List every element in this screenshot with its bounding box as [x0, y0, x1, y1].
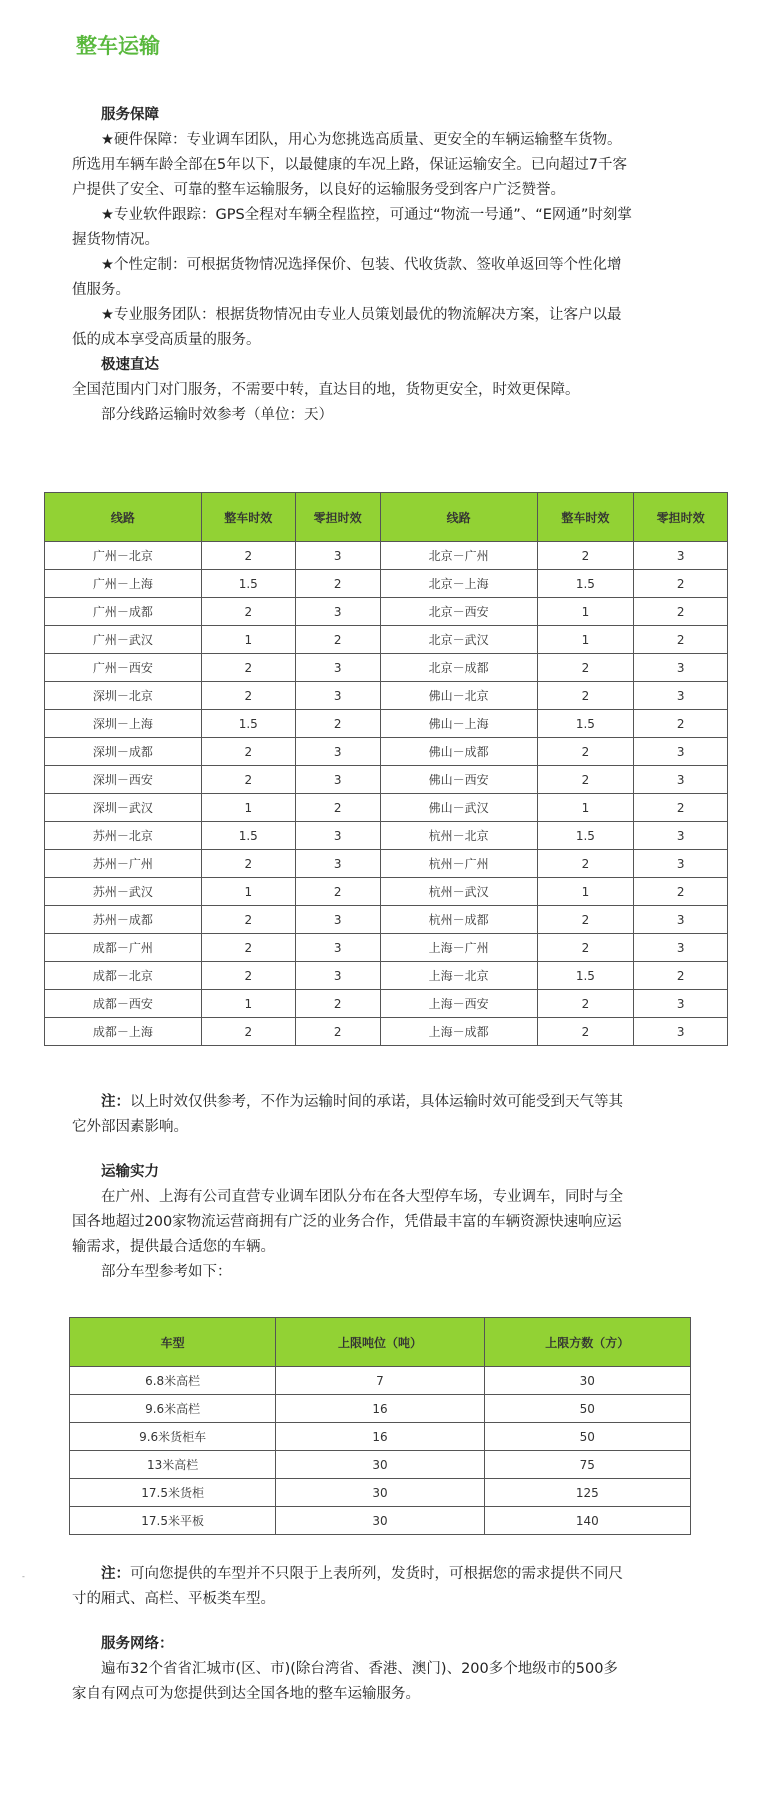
table-row — [45, 710, 728, 738]
table-cell: 3 — [295, 738, 380, 766]
table-cell: 2 — [201, 598, 295, 626]
table-cell: 6.8米高栏 — [70, 1367, 276, 1395]
express-description: 全国范围内门对门服务，不需要中转，直达目的地，货物更安全，时效更保障。 — [72, 382, 580, 398]
table-cell: 北京－上海 — [380, 570, 537, 598]
route-table-header — [45, 493, 728, 542]
table-cell: 杭州－成都 — [380, 906, 537, 934]
table-cell: 3 — [634, 934, 728, 962]
table-cell: 3 — [634, 1018, 728, 1046]
table-cell: 1 — [201, 794, 295, 822]
note-1-text: 以上时效仅供参考，不作为运输时间的承诺，具体运输时效可能受到天气等其它外部因素影响。 — [72, 1094, 623, 1135]
table-cell: 2 — [201, 766, 295, 794]
table-row — [45, 962, 728, 990]
table-cell: 3 — [634, 738, 728, 766]
express-heading: 极速直达 — [101, 357, 159, 373]
table-cell: 佛山－北京 — [380, 682, 537, 710]
table-cell: 上海－西安 — [380, 990, 537, 1018]
table-cell: 广州－西安 — [45, 654, 202, 682]
table-cell: 成都－西安 — [45, 990, 202, 1018]
table-cell: 3 — [634, 850, 728, 878]
table-cell: 75 — [484, 1451, 690, 1479]
table-cell: 30 — [484, 1367, 690, 1395]
table-cell: 佛山－西安 — [380, 766, 537, 794]
table-cell: 佛山－武汉 — [380, 794, 537, 822]
table-cell: 苏州－北京 — [45, 822, 202, 850]
table-cell: 140 — [484, 1507, 690, 1535]
table-cell: 苏州－成都 — [45, 906, 202, 934]
table-cell: 2 — [537, 934, 634, 962]
strength-heading: 运输实力 — [101, 1164, 159, 1180]
table-row — [70, 1395, 691, 1423]
table-cell: 2 — [201, 1018, 295, 1046]
table-cell: 上海－北京 — [380, 962, 537, 990]
table-row — [45, 542, 728, 570]
table-cell: 2 — [634, 710, 728, 738]
table-cell: 3 — [634, 542, 728, 570]
table-cell: 北京－武汉 — [380, 626, 537, 654]
table-cell: 2 — [537, 850, 634, 878]
table-cell: 3 — [295, 906, 380, 934]
note-2-label: 注： — [101, 1566, 130, 1582]
table-cell: 2 — [201, 738, 295, 766]
table-cell: 广州－武汉 — [45, 626, 202, 654]
note-2 — [72, 1562, 632, 1612]
table-cell: 广州－上海 — [45, 570, 202, 598]
service-section — [72, 103, 632, 428]
table-cell: 2 — [201, 934, 295, 962]
network-heading: 服务网络： — [101, 1636, 174, 1652]
note-1 — [72, 1090, 632, 1140]
table-cell: 2 — [634, 626, 728, 654]
table-cell: 3 — [295, 766, 380, 794]
table-cell: 佛山－上海 — [380, 710, 537, 738]
table-row — [45, 990, 728, 1018]
table-row — [45, 766, 728, 794]
table-cell: 30 — [276, 1479, 484, 1507]
table-cell: 17.5米平板 — [70, 1507, 276, 1535]
table-cell: 杭州－武汉 — [380, 878, 537, 906]
table-cell: 9.6米高栏 — [70, 1395, 276, 1423]
header-ltl: 零担时效 — [634, 493, 728, 542]
express-table-caption: 部分线路运输时效参考（单位：天） — [101, 407, 333, 423]
table-cell: 3 — [634, 682, 728, 710]
table-cell: 北京－成都 — [380, 654, 537, 682]
table-cell: 1.5 — [201, 822, 295, 850]
table-cell: 2 — [295, 794, 380, 822]
table-row — [45, 822, 728, 850]
note-2-text: 可向您提供的车型并不只限于上表所列，发货时，可根据您的需求提供不同尺寸的厢式、高栏、平板类车型。 — [72, 1566, 623, 1607]
table-cell: 3 — [295, 654, 380, 682]
table-row — [45, 738, 728, 766]
table-row — [70, 1451, 691, 1479]
table-cell: 3 — [295, 822, 380, 850]
table-cell: 30 — [276, 1451, 484, 1479]
table-cell: 2 — [634, 962, 728, 990]
service-heading: 服务保障 — [101, 107, 159, 123]
table-cell: 2 — [201, 906, 295, 934]
table-cell: 30 — [276, 1507, 484, 1535]
table-cell: 7 — [276, 1367, 484, 1395]
table-cell: 16 — [276, 1395, 484, 1423]
table-cell: 2 — [634, 794, 728, 822]
table-cell: 1 — [201, 878, 295, 906]
table-cell: 深圳－武汉 — [45, 794, 202, 822]
table-cell: 深圳－成都 — [45, 738, 202, 766]
table-cell: 1.5 — [537, 962, 634, 990]
table-cell: 3 — [634, 822, 728, 850]
table-row — [70, 1479, 691, 1507]
table-cell: 北京－西安 — [380, 598, 537, 626]
table-cell: 1.5 — [201, 570, 295, 598]
table-cell: 1 — [537, 626, 634, 654]
table-cell: 3 — [295, 850, 380, 878]
table-cell: 9.6米货柜车 — [70, 1423, 276, 1451]
service-paragraph-custom: ★个性定制：可根据货物情况选择保价、包装、代收货款、签收单返回等个性化增值服务。 — [72, 257, 622, 298]
table-cell: 广州－成都 — [45, 598, 202, 626]
table-cell: 深圳－上海 — [45, 710, 202, 738]
table-cell: 2 — [201, 682, 295, 710]
table-row — [45, 794, 728, 822]
table-cell: 3 — [634, 906, 728, 934]
table-cell: 杭州－广州 — [380, 850, 537, 878]
tiny-mark: - — [22, 1572, 25, 1581]
table-row — [45, 570, 728, 598]
table-cell: 1.5 — [537, 822, 634, 850]
network-section — [72, 1632, 632, 1707]
table-cell: 17.5米货柜 — [70, 1479, 276, 1507]
table-cell: 苏州－广州 — [45, 850, 202, 878]
table-cell: 2 — [295, 1018, 380, 1046]
header-route: 线路 — [45, 493, 202, 542]
table-cell: 2 — [295, 570, 380, 598]
table-cell: 2 — [295, 710, 380, 738]
table-cell: 2 — [537, 654, 634, 682]
table-cell: 1 — [537, 598, 634, 626]
service-paragraph-software: ★专业软件跟踪：GPS全程对车辆全程监控，可通过“物流一号通”、“E网通”时刻掌握货物情况。 — [72, 207, 632, 248]
header-max-volume: 上限方数（方） — [484, 1318, 690, 1367]
table-cell: 杭州－北京 — [380, 822, 537, 850]
header-vehicle-type: 车型 — [70, 1318, 276, 1367]
table-cell: 2 — [295, 626, 380, 654]
table-cell: 成都－上海 — [45, 1018, 202, 1046]
table-cell: 2 — [537, 766, 634, 794]
table-cell: 佛山－成都 — [380, 738, 537, 766]
table-cell: 3 — [295, 598, 380, 626]
vehicle-table — [69, 1317, 691, 1535]
table-cell: 1 — [201, 626, 295, 654]
table-cell: 2 — [201, 962, 295, 990]
table-cell: 1 — [537, 794, 634, 822]
table-cell: 2 — [201, 654, 295, 682]
table-cell: 深圳－北京 — [45, 682, 202, 710]
table-cell: 2 — [201, 850, 295, 878]
header-full-truck: 整车时效 — [201, 493, 295, 542]
table-row — [45, 850, 728, 878]
table-row — [70, 1423, 691, 1451]
table-cell: 成都－广州 — [45, 934, 202, 962]
vehicle-table-header — [70, 1318, 691, 1367]
header-ltl: 零担时效 — [295, 493, 380, 542]
table-row — [45, 878, 728, 906]
table-cell: 3 — [295, 934, 380, 962]
service-paragraph-team: ★专业服务团队：根据货物情况由专业人员策划最优的物流解决方案，让客户以最低的成本享受高质量的服务。 — [72, 307, 622, 348]
strength-paragraph: 在广州、上海有公司直营专业调车团队分布在各大型停车场，专业调车，同时与全国各地超过200家物流运营商拥有广泛的业务合作，凭借最丰富的车辆资源快速响应运输需求，提供最合适您的车辆。 — [72, 1189, 623, 1255]
strength-section — [72, 1160, 632, 1285]
table-row — [70, 1367, 691, 1395]
table-cell: 3 — [634, 766, 728, 794]
table-cell: 2 — [537, 738, 634, 766]
table-cell: 13米高栏 — [70, 1451, 276, 1479]
table-cell: 3 — [295, 682, 380, 710]
table-cell: 2 — [295, 990, 380, 1018]
note-1-label: 注： — [101, 1094, 130, 1110]
table-row — [45, 654, 728, 682]
route-table — [44, 492, 728, 1046]
table-cell: 2 — [634, 598, 728, 626]
table-cell: 上海－成都 — [380, 1018, 537, 1046]
table-cell: 苏州－武汉 — [45, 878, 202, 906]
table-row — [70, 1507, 691, 1535]
table-cell: 1.5 — [537, 710, 634, 738]
table-cell: 1 — [537, 878, 634, 906]
header-max-tonnage: 上限吨位（吨） — [276, 1318, 484, 1367]
table-row — [45, 1018, 728, 1046]
table-cell: 2 — [537, 542, 634, 570]
table-cell: 2 — [201, 542, 295, 570]
table-cell: 2 — [537, 990, 634, 1018]
table-cell: 2 — [634, 570, 728, 598]
table-cell: 2 — [537, 682, 634, 710]
table-cell: 3 — [634, 654, 728, 682]
table-cell: 2 — [537, 906, 634, 934]
table-row — [45, 934, 728, 962]
table-cell: 上海－广州 — [380, 934, 537, 962]
table-cell: 2 — [295, 878, 380, 906]
table-row — [45, 626, 728, 654]
network-paragraph: 遍布32个省省汇城市(区、市)(除台湾省、香港、澳门)、200多个地级市的500多家自有网点可为您提供到达全国各地的整车运输服务。 — [72, 1661, 618, 1702]
vehicle-table-caption: 部分车型参考如下： — [101, 1264, 232, 1280]
table-cell: 50 — [484, 1395, 690, 1423]
table-row — [45, 682, 728, 710]
table-cell: 1.5 — [537, 570, 634, 598]
table-cell: 2 — [537, 1018, 634, 1046]
header-route: 线路 — [380, 493, 537, 542]
table-cell: 3 — [295, 542, 380, 570]
table-cell: 2 — [634, 878, 728, 906]
service-paragraph-hardware: ★硬件保障：专业调车团队，用心为您挑选高质量、更安全的车辆运输整车货物。所选用车辆车龄全部在5年以下，以最健康的车况上路，保证运输安全。已向超过7千客户提供了安全、可靠的整车运输服务，以良好的运输服务受到客户广泛赞誉。 — [72, 132, 627, 198]
table-row — [45, 906, 728, 934]
page-title: 整车运输 — [76, 34, 160, 58]
table-cell: 1.5 — [201, 710, 295, 738]
table-cell: 3 — [295, 962, 380, 990]
table-cell: 50 — [484, 1423, 690, 1451]
table-cell: 北京－广州 — [380, 542, 537, 570]
table-cell: 广州－北京 — [45, 542, 202, 570]
table-cell: 16 — [276, 1423, 484, 1451]
table-cell: 深圳－西安 — [45, 766, 202, 794]
table-cell: 3 — [634, 990, 728, 1018]
header-full-truck: 整车时效 — [537, 493, 634, 542]
table-cell: 1 — [201, 990, 295, 1018]
table-cell: 成都－北京 — [45, 962, 202, 990]
table-cell: 125 — [484, 1479, 690, 1507]
table-row — [45, 598, 728, 626]
